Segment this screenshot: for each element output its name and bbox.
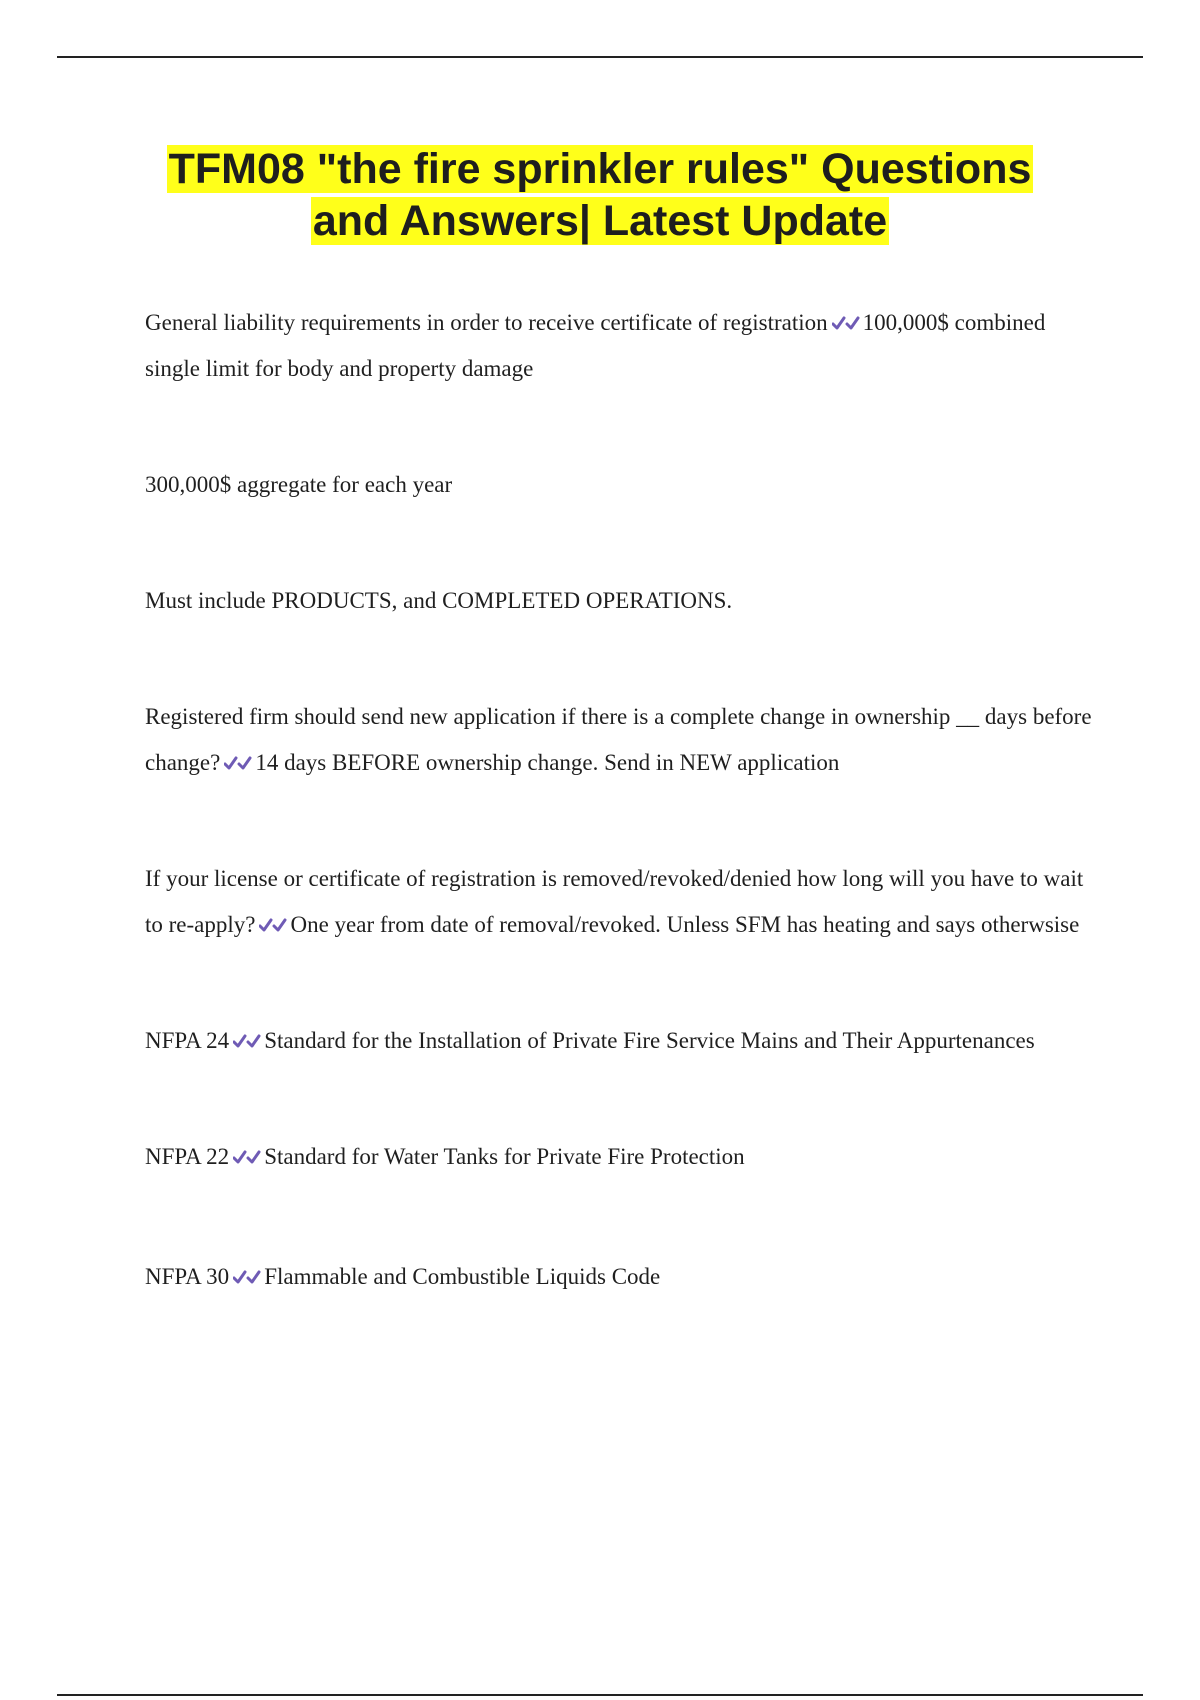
answer-text: Standard for the Installation of Private Fire Service Mains and Their Appurtenances: [264, 1028, 1035, 1053]
qa-entry: [145, 694, 1095, 786]
answer-text: 100,000$ combined single limit for body and property damage: [145, 310, 1046, 381]
question-text: NFPA 30: [145, 1264, 230, 1289]
qa-entry: [145, 578, 1095, 624]
question-text: Registered firm should send new application if there is a complete change in ownership __ days before change?: [145, 704, 1092, 775]
title-line-1: TFM08 "the fire sprinkler rules" Questions: [168, 145, 1032, 193]
top-rule: [57, 56, 1143, 58]
double-check-icon: [233, 1267, 261, 1287]
double-check-icon: [233, 1147, 261, 1167]
bottom-rule: [57, 1694, 1143, 1696]
qa-entry: [145, 1018, 1095, 1064]
qa-list: [145, 300, 1095, 1300]
question-text: NFPA 24: [145, 1028, 230, 1053]
qa-entry: [145, 300, 1095, 392]
question-text: If your license or certificate of registration is removed/revoked/denied how long will you have to wait to re-apply?: [145, 866, 1084, 937]
answer-text: 300,000$ aggregate for each year: [145, 472, 453, 497]
qa-entry: [145, 1134, 1095, 1180]
question-text: General liability requirements in order to receive certificate of registration: [145, 310, 828, 335]
answer-text: 14 days BEFORE ownership change. Send in NEW application: [255, 750, 840, 775]
answer-text: Standard for Water Tanks for Private Fire Protection: [264, 1144, 745, 1169]
answer-text: Flammable and Combustible Liquids Code: [264, 1264, 661, 1289]
double-check-icon: [224, 753, 252, 773]
double-check-icon: [832, 313, 860, 333]
double-check-icon: [259, 915, 287, 935]
qa-entry: [145, 856, 1095, 948]
qa-entry: [145, 462, 1095, 508]
document-title: [0, 143, 1200, 247]
answer-text: One year from date of removal/revoked. Unless SFM has heating and says otherwsise: [290, 912, 1080, 937]
title-line-2: and Answers| Latest Update: [312, 197, 888, 245]
qa-entry: [145, 1254, 1095, 1300]
question-text: NFPA 22: [145, 1144, 230, 1169]
answer-text: Must include PRODUCTS, and COMPLETED OPERATIONS.: [145, 588, 733, 613]
double-check-icon: [233, 1031, 261, 1051]
